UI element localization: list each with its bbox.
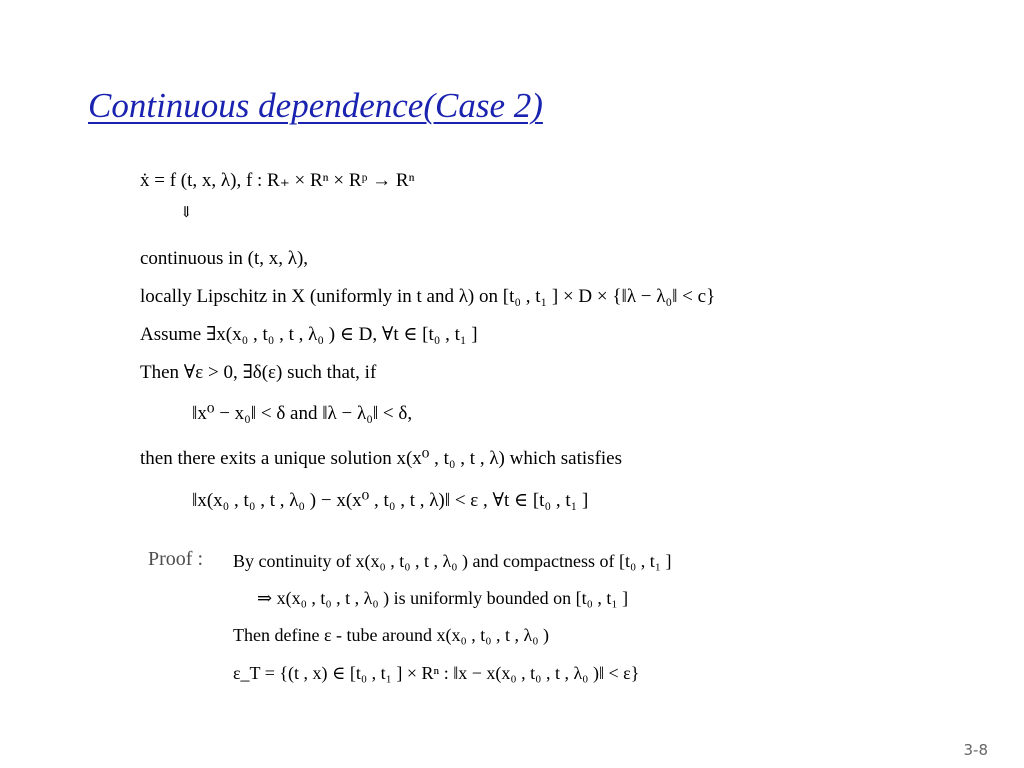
closeness-condition: ‖x⁰ − x₀‖ < δ and ‖λ − λ₀‖ < δ, bbox=[192, 403, 413, 424]
slide-title: Continuous dependence(Case 2) bbox=[88, 86, 543, 125]
proof-line-2: ⇒ x(x₀ , t₀ , t , λ₀ ) is uniformly bounded on [t₀ , t₁ ] bbox=[257, 588, 629, 608]
proof-line-3: Then define ε - tube around x(x₀ , t₀ , t , λ₀ ) bbox=[233, 625, 550, 645]
assumption: Assume ∃x(x₀ , t₀ , t , λ₀ ) ∈ D, ∀t ∈ [t₀ , t₁ ] bbox=[140, 324, 478, 345]
solution-statement: then there exits a unique solution x(x⁰ , t₀ , t , λ) which satisfies bbox=[140, 448, 623, 469]
page-number: 3-8 bbox=[963, 741, 988, 759]
continuity-condition: continuous in (t, x, λ), bbox=[140, 248, 309, 269]
implies-down-arrow: ⇓ bbox=[180, 205, 193, 221]
proof-line-1: By continuity of x(x₀ , t₀ , t , λ₀ ) and compactness of [t₀ , t₁ ] bbox=[233, 551, 672, 571]
then-statement: Then ∀ε > 0, ∃δ(ε) such that, if bbox=[140, 362, 377, 383]
system-equation: ẋ = f (t, x, λ), f : R₊ × Rⁿ × Rᵖ → Rⁿ bbox=[140, 170, 415, 191]
proof-line-4: ε_T = {(t , x) ∈ [t₀ , t₁ ] × Rⁿ : ‖x − x(x₀ , t₀ , t , λ₀ )‖ < ε} bbox=[233, 663, 640, 683]
estimate-inequality: ‖x(x₀ , t₀ , t , λ₀ ) − x(x⁰ , t₀ , t , λ)‖ < ε , ∀t ∈ [t₀ , t₁ ] bbox=[192, 490, 589, 511]
proof-label: Proof : bbox=[148, 548, 203, 570]
lipschitz-condition: locally Lipschitz in X (uniformly in t and λ) on [t₀ , t₁ ] × D × {‖λ − λ₀‖ < c} bbox=[140, 286, 716, 307]
